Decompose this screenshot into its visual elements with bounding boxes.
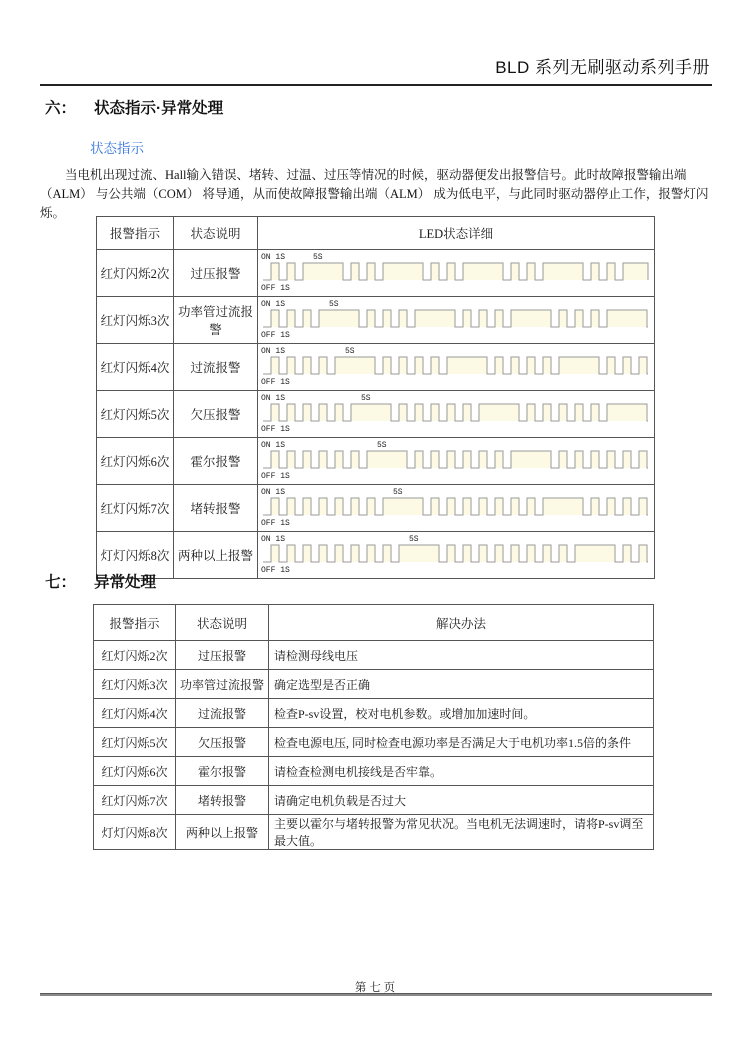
led-detail-cell xyxy=(258,391,655,438)
table-row xyxy=(94,757,654,786)
led-detail-cell xyxy=(258,438,655,485)
status-desc-cell: 过压报警 xyxy=(176,641,269,670)
alarm-indicator-cell: 红灯闪烁5次 xyxy=(94,728,176,757)
waveform-label: ON 1S xyxy=(261,488,286,497)
waveform-label: 5S xyxy=(361,394,371,403)
led-status-table xyxy=(96,216,655,579)
led-waveform xyxy=(259,344,652,386)
table-row xyxy=(97,391,655,438)
waveform-label: OFF 1S xyxy=(261,331,290,339)
waveform-label: 5S xyxy=(377,441,387,450)
status-desc-cell: 功率管过流报警 xyxy=(174,297,258,344)
table-row xyxy=(94,786,654,815)
waveform-label: ON 1S xyxy=(261,347,286,356)
waveform-label: OFF 1S xyxy=(261,425,290,433)
alarm-indicator-cell: 红灯闪烁7次 xyxy=(94,786,176,815)
solution-cell: 请检测母线电压 xyxy=(269,641,654,670)
waveform-label: OFF 1S xyxy=(261,519,290,527)
table-row xyxy=(94,670,654,699)
section7-title: 异常处理 xyxy=(94,574,157,591)
solution-cell: 检查电源电压, 同时检查电源功率是否满足大于电机功率1.5倍的条件 xyxy=(269,728,654,757)
status-desc-cell: 堵转报警 xyxy=(176,786,269,815)
alarm-indicator-cell: 红灯闪烁5次 xyxy=(97,391,174,438)
waveform-label: ON 1S xyxy=(261,253,286,262)
status-table-body xyxy=(97,250,655,579)
status-desc-cell: 功率管过流报警 xyxy=(176,670,269,699)
col-header-status-desc: 状态说明 xyxy=(176,605,269,641)
waveform-label: 5S xyxy=(313,253,323,262)
alarm-indicator-cell: 红灯闪烁7次 xyxy=(97,485,174,532)
col-header-alarm-indicator: 报警指示 xyxy=(97,217,174,250)
table-row xyxy=(94,815,654,850)
col-header-status-desc: 状态说明 xyxy=(174,217,258,250)
status-desc-cell: 欠压报警 xyxy=(174,391,258,438)
led-detail-cell xyxy=(258,485,655,532)
page-number: 第 七 页 xyxy=(354,982,396,994)
solution-cell: 请确定电机负载是否过大 xyxy=(269,786,654,815)
waveform-label: 5S xyxy=(345,347,355,356)
troubleshooting-table xyxy=(93,604,654,850)
waveform-fill xyxy=(263,357,648,374)
waveform-label: OFF 1S xyxy=(261,566,290,574)
waveform-label: OFF 1S xyxy=(261,284,290,292)
table-row xyxy=(97,297,655,344)
table-row xyxy=(97,532,655,579)
status-desc-cell: 霍尔报警 xyxy=(176,757,269,786)
header-rule xyxy=(40,84,712,86)
table-header-row xyxy=(94,605,654,641)
col-header-solution: 解决办法 xyxy=(269,605,654,641)
alarm-indicator-cell: 灯灯闪烁8次 xyxy=(94,815,176,850)
alarm-indicator-cell: 红灯闪烁2次 xyxy=(97,250,174,297)
table-row xyxy=(97,250,655,297)
table-row xyxy=(94,641,654,670)
waveform-label: 5S xyxy=(393,488,403,497)
solution-cell: 请检查检测电机接线是否牢靠。 xyxy=(269,757,654,786)
col-header-led-detail: LED状态详细 xyxy=(258,217,655,250)
waveform-label: ON 1S xyxy=(261,441,286,450)
led-detail-cell xyxy=(258,297,655,344)
table-row xyxy=(94,699,654,728)
status-desc-cell: 两种以上报警 xyxy=(176,815,269,850)
led-waveform xyxy=(259,297,652,339)
section6-number: 六： xyxy=(45,100,77,117)
led-waveform xyxy=(259,532,652,574)
status-desc-cell: 两种以上报警 xyxy=(174,532,258,579)
status-indication-subheading: 状态指示 xyxy=(90,141,144,156)
waveform-label: OFF 1S xyxy=(261,378,290,386)
alarm-indicator-cell: 灯灯闪烁8次 xyxy=(97,532,174,579)
table-row xyxy=(94,728,654,757)
led-detail-cell xyxy=(258,532,655,579)
solve-table-body xyxy=(94,641,654,850)
table-header-row xyxy=(97,217,655,250)
led-waveform xyxy=(259,438,652,480)
solution-cell: 主要以霍尔与堵转报警为常见状况。当电机无法调速时，请将P-sv调至最大值。 xyxy=(269,815,654,850)
waveform-label: ON 1S xyxy=(261,300,286,309)
col-header-alarm-indicator: 报警指示 xyxy=(94,605,176,641)
waveform-label: 5S xyxy=(409,535,419,544)
status-desc-cell: 过流报警 xyxy=(176,699,269,728)
alarm-indicator-cell: 红灯闪烁4次 xyxy=(94,699,176,728)
led-waveform xyxy=(259,250,652,292)
alarm-indicator-cell: 红灯闪烁3次 xyxy=(97,297,174,344)
waveform-label: ON 1S xyxy=(261,394,286,403)
led-detail-cell xyxy=(258,250,655,297)
alarm-indicator-cell: 红灯闪烁3次 xyxy=(94,670,176,699)
table-row xyxy=(97,438,655,485)
waveform-label: ON 1S xyxy=(261,535,286,544)
status-desc-cell: 堵转报警 xyxy=(174,485,258,532)
solution-cell: 检查P-sv设置，校对电机参数。或增加加速时间。 xyxy=(269,699,654,728)
alarm-description-paragraph: 当电机出现过流、Hall输入错误、堵转、过温、过压等情况的时候，驱动器便发出报警信号。此时故障报警输出端（ALM） 与公共端（COM） 将导通，从而使故障报警输出端（ALM） 成为低电平，与此同时驱动器停止工作，报警灯闪烁。 xyxy=(40,168,709,220)
status-desc-cell: 过流报警 xyxy=(174,344,258,391)
status-desc-cell: 霍尔报警 xyxy=(174,438,258,485)
led-detail-cell xyxy=(258,344,655,391)
alarm-indicator-cell: 红灯闪烁4次 xyxy=(97,344,174,391)
table-row xyxy=(97,344,655,391)
section7-number: 七： xyxy=(45,574,77,591)
solution-cell: 确定选型是否正确 xyxy=(269,670,654,699)
alarm-indicator-cell: 红灯闪烁2次 xyxy=(94,641,176,670)
led-waveform xyxy=(259,485,652,527)
section6-title: 状态指示·异常处理 xyxy=(94,100,224,117)
alarm-indicator-cell: 红灯闪烁6次 xyxy=(94,757,176,786)
status-desc-cell: 欠压报警 xyxy=(176,728,269,757)
table-row xyxy=(97,485,655,532)
status-desc-cell: 过压报警 xyxy=(174,250,258,297)
section6-heading xyxy=(45,96,223,118)
waveform-label: 5S xyxy=(329,300,339,309)
document-title: BLD 系列无刷驱动系列手册 xyxy=(495,58,710,77)
waveform-label: OFF 1S xyxy=(261,472,290,480)
led-waveform xyxy=(259,391,652,433)
section7-heading xyxy=(45,570,156,592)
alarm-indicator-cell: 红灯闪烁6次 xyxy=(97,438,174,485)
